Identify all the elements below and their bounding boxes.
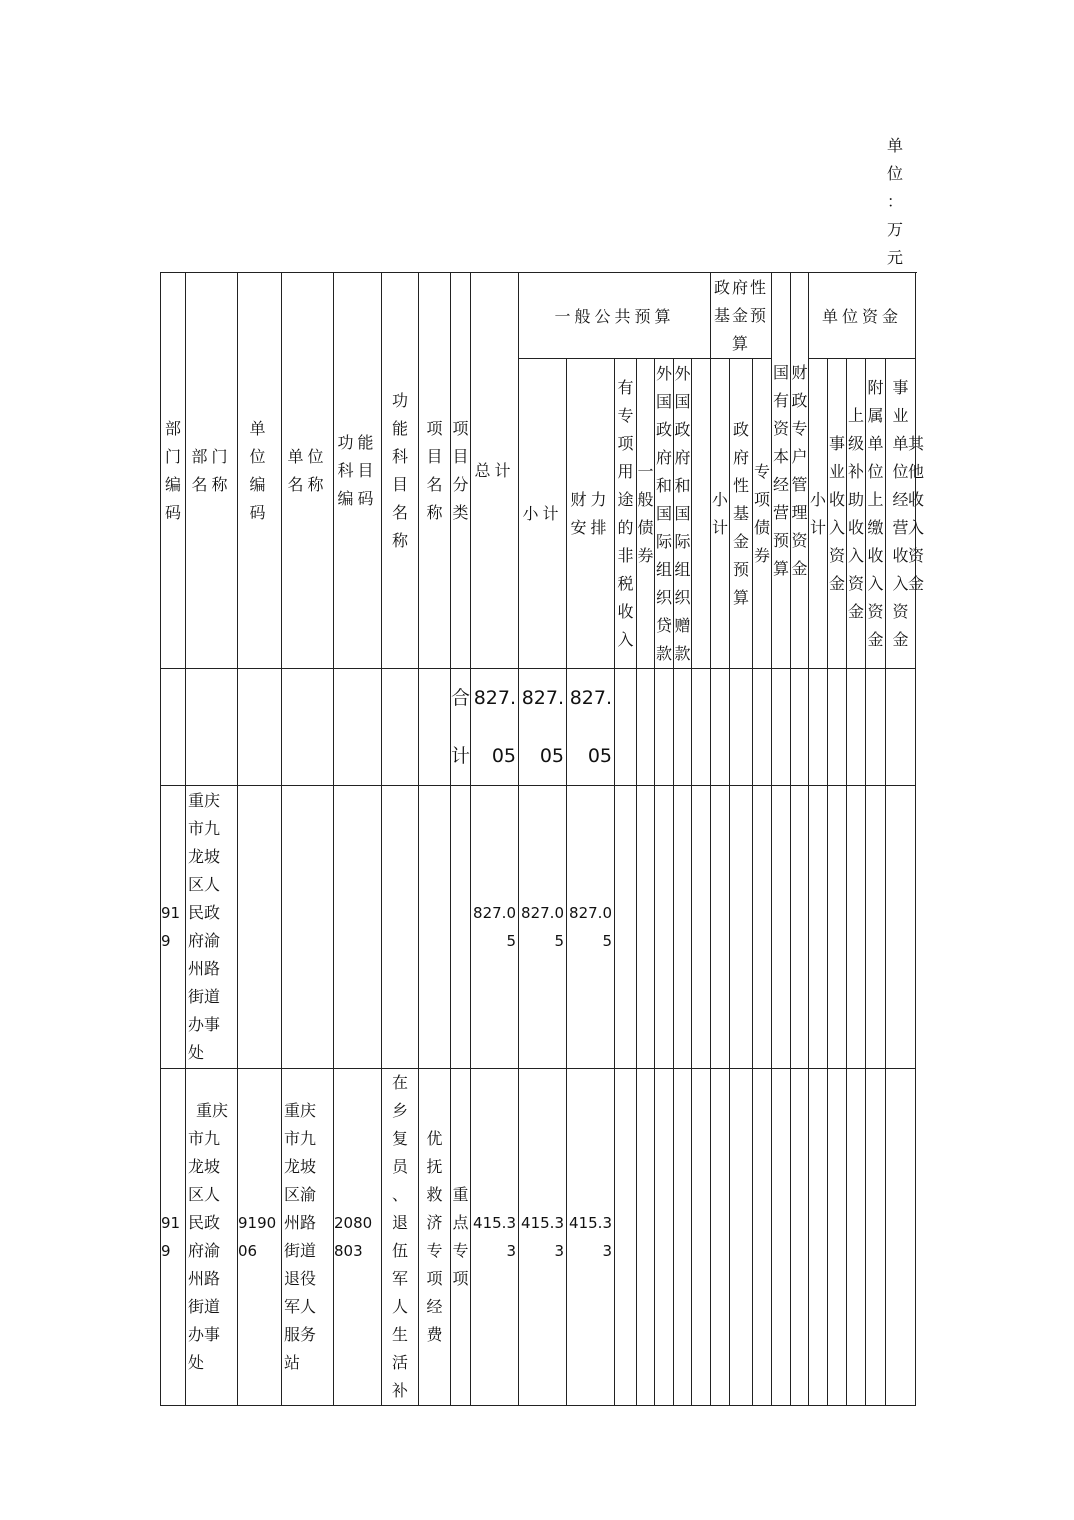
header-gf-fund: 政 府 性 基 金 预 算 [730,359,753,669]
dept-cell-gb-subtotal: 827.05 [519,786,567,1069]
header-gb-extra [692,359,711,669]
dept-code-cell: 919 [161,786,186,1069]
table-row-dept [161,786,916,1069]
dept-cell-total: 827.05 [471,786,519,1069]
header-project-class: 项 目 分 类 [451,273,471,669]
item-cell-gb-fiscal: 415.33 [567,1069,615,1406]
item-dept-code-cell: 919 [161,1069,186,1406]
table-row-item [161,1069,916,1406]
header-uf-affiliated-payment: 附 属 单 位 上 缴 收 入 资 金 [866,359,886,669]
total-label: 合 计 [451,669,471,786]
header-func-code: 功能科目编码 [334,273,382,669]
header-unit-name: 单位名称 [282,273,334,669]
item-project-class-cell: 重 点 专 项 [451,1069,471,1406]
header-general-budget: 一般公共预算 [519,273,711,359]
header-uf-superior-subsidy: 上 级 补 助 收 入 资 金 [847,359,866,669]
header-total: 总计 [471,273,519,669]
budget-table: 部 门 编 码 部门名称 单位编码 单位名称 功能科目编码 功 能 科 目 名 称 项 目 名 称 项 目 分 类 总计 一般公共预算 政府性基金预算 国 有 资 本 经 营 预 算 财 政 专 户 管 理 资 金 单位资金 小计 财力安排 有 专 项 用 途 的 非 税 收 入 一 般 债 券 外 国 政 府 和 国 际 组 织 贷 款 外 国 政 府 和 国 际 组 织 赠 款 小 计 政 府 性 基 金 预 算 专 项 债 券 小 计 事 业 收 入 资 金 上 级 补 助 收 入 资 金 附 属 单 位 上 缴 收 入 资 金 事 业 单 位 经 营 收 入 资 金 其 他 收 入 资 金 合 计 827.05 827.05 827.05 919 重庆市九龙坡区人民政府渝州路街道办事处 827.05 827.05 827.05 919 重庆市九龙坡区人民政府渝州路街道办事处 919006 重庆市九龙坡区渝州路街道退役军人服务站 2080803 在 乡 复 员 、 退 伍 军 人 生 活 补 优 抚 救 济 专 项 经 费 重 点 专 项 415.33 415.33 415.33 [160,272,916,1406]
item-func-name-cell: 在 乡 复 员 、 退 伍 军 人 生 活 补 [382,1069,419,1406]
total-cell-gb-fiscal: 827.05 [567,669,615,786]
header-gb-general-bond: 一 般 债 券 [637,359,655,669]
header-state-capital: 国 有 资 本 经 营 预 算 [772,273,791,669]
table-row-total [161,669,916,786]
header-gf-subtotal: 小 计 [711,359,730,669]
header-fiscal-special-account: 财 政 专 户 管 理 资 金 [791,273,809,669]
header-dept-code: 部 门 编 码 [161,273,186,669]
item-cell-total: 415.33 [471,1069,519,1406]
header-gb-fiscal: 财力安排 [567,359,615,669]
unit-label: 单 位 ： 万 元 [886,136,903,267]
item-cell-gb-subtotal: 415.33 [519,1069,567,1406]
header-gov-fund-budget: 政府性基金预算 [711,273,772,359]
item-unit-code-cell: 919006 [238,1069,282,1406]
dept-cell-gb-fiscal: 827.05 [567,786,615,1069]
header-unit-funds: 单位资金 [809,273,916,359]
total-cell-gb-subtotal: 827.05 [519,669,567,786]
header-func-name: 功 能 科 目 名 称 [382,273,419,669]
item-func-code-cell: 2080803 [334,1069,382,1406]
header-dept-name: 部门名称 [186,273,238,669]
header-uf-operating-income: 事 业 单 位 经 营 收 入 资 金 [886,359,916,669]
dept-name-cell: 重庆市九龙坡区人民政府渝州路街道办事处 [186,786,238,1069]
total-cell-total: 827.05 [471,669,519,786]
header-uf-subtotal: 小 计 [809,359,828,669]
header-gb-special-nontax: 有 专 项 用 途 的 非 税 收 入 [615,359,637,669]
header-gf-special-bond: 专 项 债 券 [753,359,772,669]
item-project-name-cell: 优 抚 救 济 专 项 经 费 [419,1069,451,1406]
header-unit-code: 单位编码 [238,273,282,669]
header-uf-business-income: 事 业 收 入 资 金 [828,359,847,669]
header-project-name: 项 目 名 称 [419,273,451,669]
header-gb-foreign-grant: 外 国 政 府 和 国 际 组 织 赠 款 [674,359,692,669]
header-gb-foreign-loan: 外 国 政 府 和 国 际 组 织 贷 款 [655,359,674,669]
header-gb-subtotal: 小计 [519,359,567,669]
item-unit-name-cell: 重庆市九龙坡区渝州路街道退役军人服务站 [282,1069,334,1406]
item-dept-name-cell: 重庆市九龙坡区人民政府渝州路街道办事处 [186,1069,238,1406]
